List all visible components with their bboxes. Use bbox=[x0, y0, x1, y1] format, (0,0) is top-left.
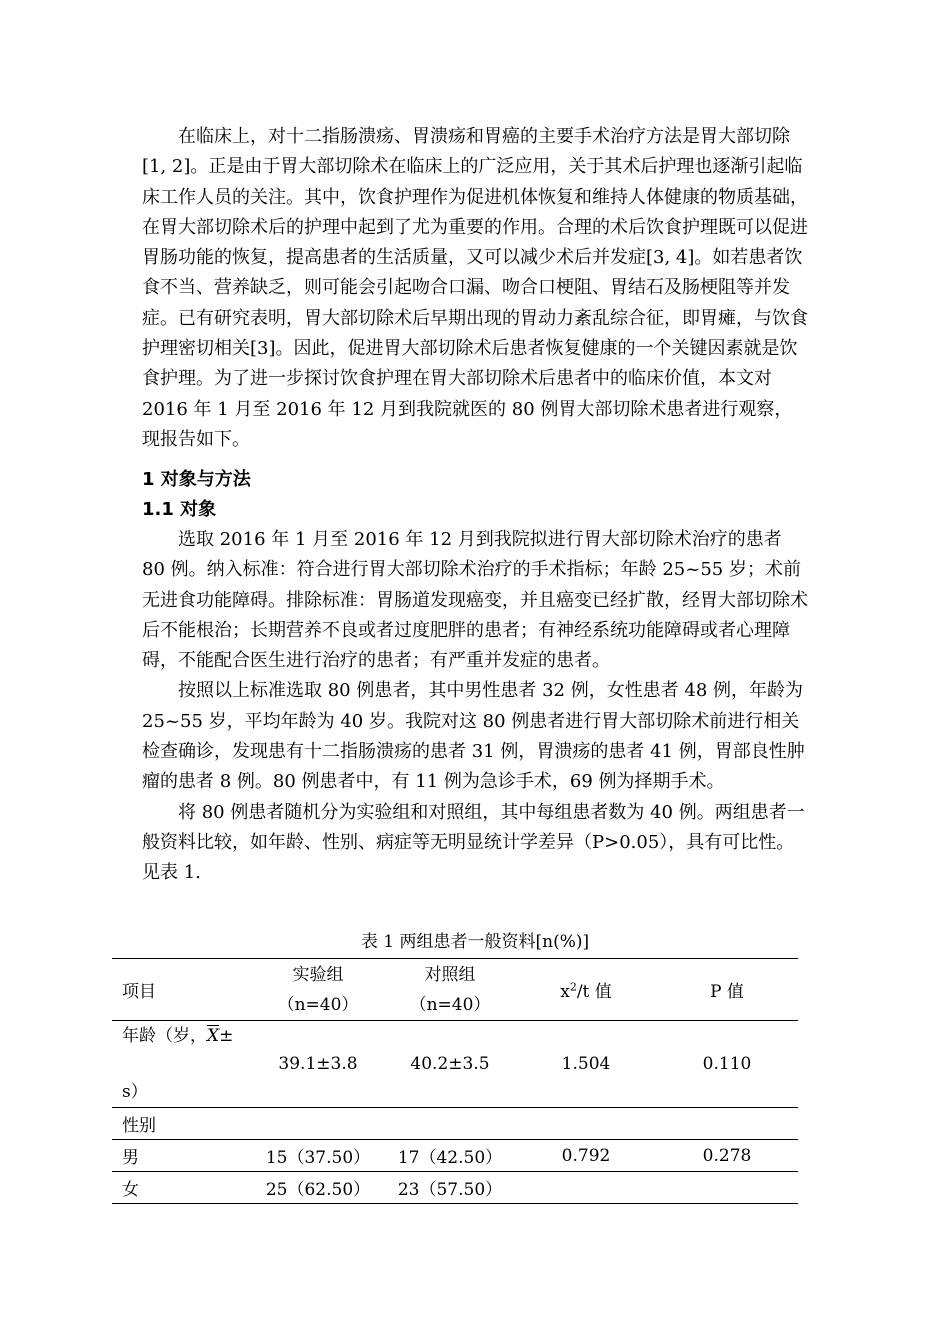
male-p-value: 0.278 bbox=[656, 1140, 798, 1172]
female-statistic-value bbox=[516, 1172, 656, 1204]
section-heading-1: 1 对象与方法 bbox=[142, 469, 251, 490]
intro-section bbox=[142, 122, 810, 455]
male-experiment-value: 15（37.50） bbox=[252, 1140, 384, 1172]
table-header-row bbox=[112, 959, 798, 1021]
table-row-male bbox=[112, 1140, 798, 1172]
age-label-part1: 年龄（岁， bbox=[122, 1026, 207, 1046]
age-statistic-value: 1.504 bbox=[516, 1021, 656, 1108]
header-statistic-t: /t 值 bbox=[576, 982, 612, 1002]
table-caption: 表 1 两组患者一般资料[n(%)] bbox=[360, 932, 590, 952]
header-statistic-x: x bbox=[560, 982, 570, 1002]
section-heading-1-1: 1.1 对象 bbox=[142, 499, 217, 520]
age-label-pm: ± bbox=[219, 1026, 234, 1046]
table-row-sex bbox=[112, 1108, 798, 1140]
body-section bbox=[142, 525, 810, 889]
empty-cell bbox=[516, 1108, 656, 1140]
header-p-value: P 值 bbox=[656, 959, 798, 1021]
female-experiment-value: 25（62.50） bbox=[252, 1172, 384, 1204]
table-row-age bbox=[112, 1021, 798, 1108]
empty-cell bbox=[252, 1108, 384, 1140]
row-label-sex: 性别 bbox=[112, 1108, 252, 1140]
body-paragraph-grouping: 将 80 例患者随机分为实验组和对照组，其中每组患者数为 40 例。两组患者一般资料比较，如年龄、性别、病症等无明显统计学差异（P>0.05），具有可比性。见表 1. bbox=[142, 801, 805, 884]
age-experiment-value: 39.1±3.8 bbox=[252, 1021, 384, 1108]
age-p-value: 0.110 bbox=[656, 1021, 798, 1108]
header-item: 项目 bbox=[112, 959, 252, 1021]
female-control-value: 23（57.50） bbox=[384, 1172, 516, 1204]
intro-paragraph: 在临床上，对十二指肠溃疡、胃溃疡和胃癌的主要手术治疗方法是胃大部切除[1, 2]。正是由于胃大部切除术在临床上的广泛应用，关于其术后护理也逐渐引起临床工作人员的关注。其中，饮食护理作为促进机体恢复和维持人体健康的物质基础，在胃大部切除术后的护理中起到了尤为重要的作用。合理的术后饮食护理既可以促进胃肠功能的恢复，提高患者的生活质量，又可以减少术后并发症[3, 4]。如若患者饮食不当、营养缺乏，则可能会引起吻合口漏、吻合口梗阻、胃结石及肠梗阻等并发症。已有研究表明，胃大部切除术后早期出现的胃动力紊乱综合征，即胃瘫，与饮食护理密切相关[3]。因此，促进胃大部切除术后患者恢复健康的一个关键因素就是饮食护理。为了进一步探讨饮食护理在胃大部切除术后患者中的临床价值，本文对 2016 年 1 月至 2016 年 12 月到我院就医的 80 例胃大部切除术患者进行观察，现报告如下。 bbox=[142, 126, 808, 450]
row-label-male: 男 bbox=[112, 1140, 252, 1172]
header-statistic bbox=[516, 959, 656, 1021]
row-label-age bbox=[112, 1021, 252, 1108]
empty-cell bbox=[384, 1108, 516, 1140]
female-p-value bbox=[656, 1172, 798, 1204]
body-paragraph-patients: 按照以上标准选取 80 例患者，其中男性患者 32 例，女性患者 48 例，年龄为 25~55 岁，平均年龄为 40 岁。我院对这 80 例患者进行胃大部切除术前进行相关检查确诊，发现患有十二指肠溃疡的患者 31 例，胃溃疡的患者 41 例，胃部良性肿瘤的患者 8 例。80 例患者中，有 11 例为急诊手术，69 例为择期手术。 bbox=[142, 680, 805, 793]
header-experiment-label: 实验组 bbox=[292, 964, 344, 985]
age-control-value: 40.2±3.5 bbox=[384, 1021, 516, 1108]
header-control-n: （n=40） bbox=[409, 994, 491, 1015]
empty-cell bbox=[656, 1108, 798, 1140]
header-statistic-sup: 2 bbox=[569, 980, 577, 994]
age-label-part2: s） bbox=[122, 1082, 148, 1102]
age-label-xbar: $\overline{X}$ bbox=[207, 1026, 220, 1046]
male-statistic-value: 0.792 bbox=[516, 1140, 656, 1172]
baseline-table bbox=[112, 958, 798, 1204]
row-label-female: 女 bbox=[112, 1172, 252, 1204]
header-experiment-n: （n=40） bbox=[277, 994, 359, 1015]
header-experiment-group bbox=[252, 959, 384, 1021]
header-control-group bbox=[384, 959, 516, 1021]
header-control-label: 对照组 bbox=[424, 964, 476, 985]
table-row-female bbox=[112, 1172, 798, 1204]
male-control-value: 17（42.50） bbox=[384, 1140, 516, 1172]
body-paragraph-criteria: 选取 2016 年 1 月至 2016 年 12 月到我院拟进行胃大部切除术治疗的患者 80 例。纳入标准：符合进行胃大部切除术治疗的手术指标；年龄 25~55 岁；术前无进食功能障碍。排除标准：胃肠道发现癌变，并且癌变已经扩散，经胃大部切除术后不能根治；长期营养不良或者过度肥胖的患者；有神经系统功能障碍或者心理障碍，不能配合医生进行治疗的患者；有严重并发症的患者。 bbox=[142, 529, 808, 672]
